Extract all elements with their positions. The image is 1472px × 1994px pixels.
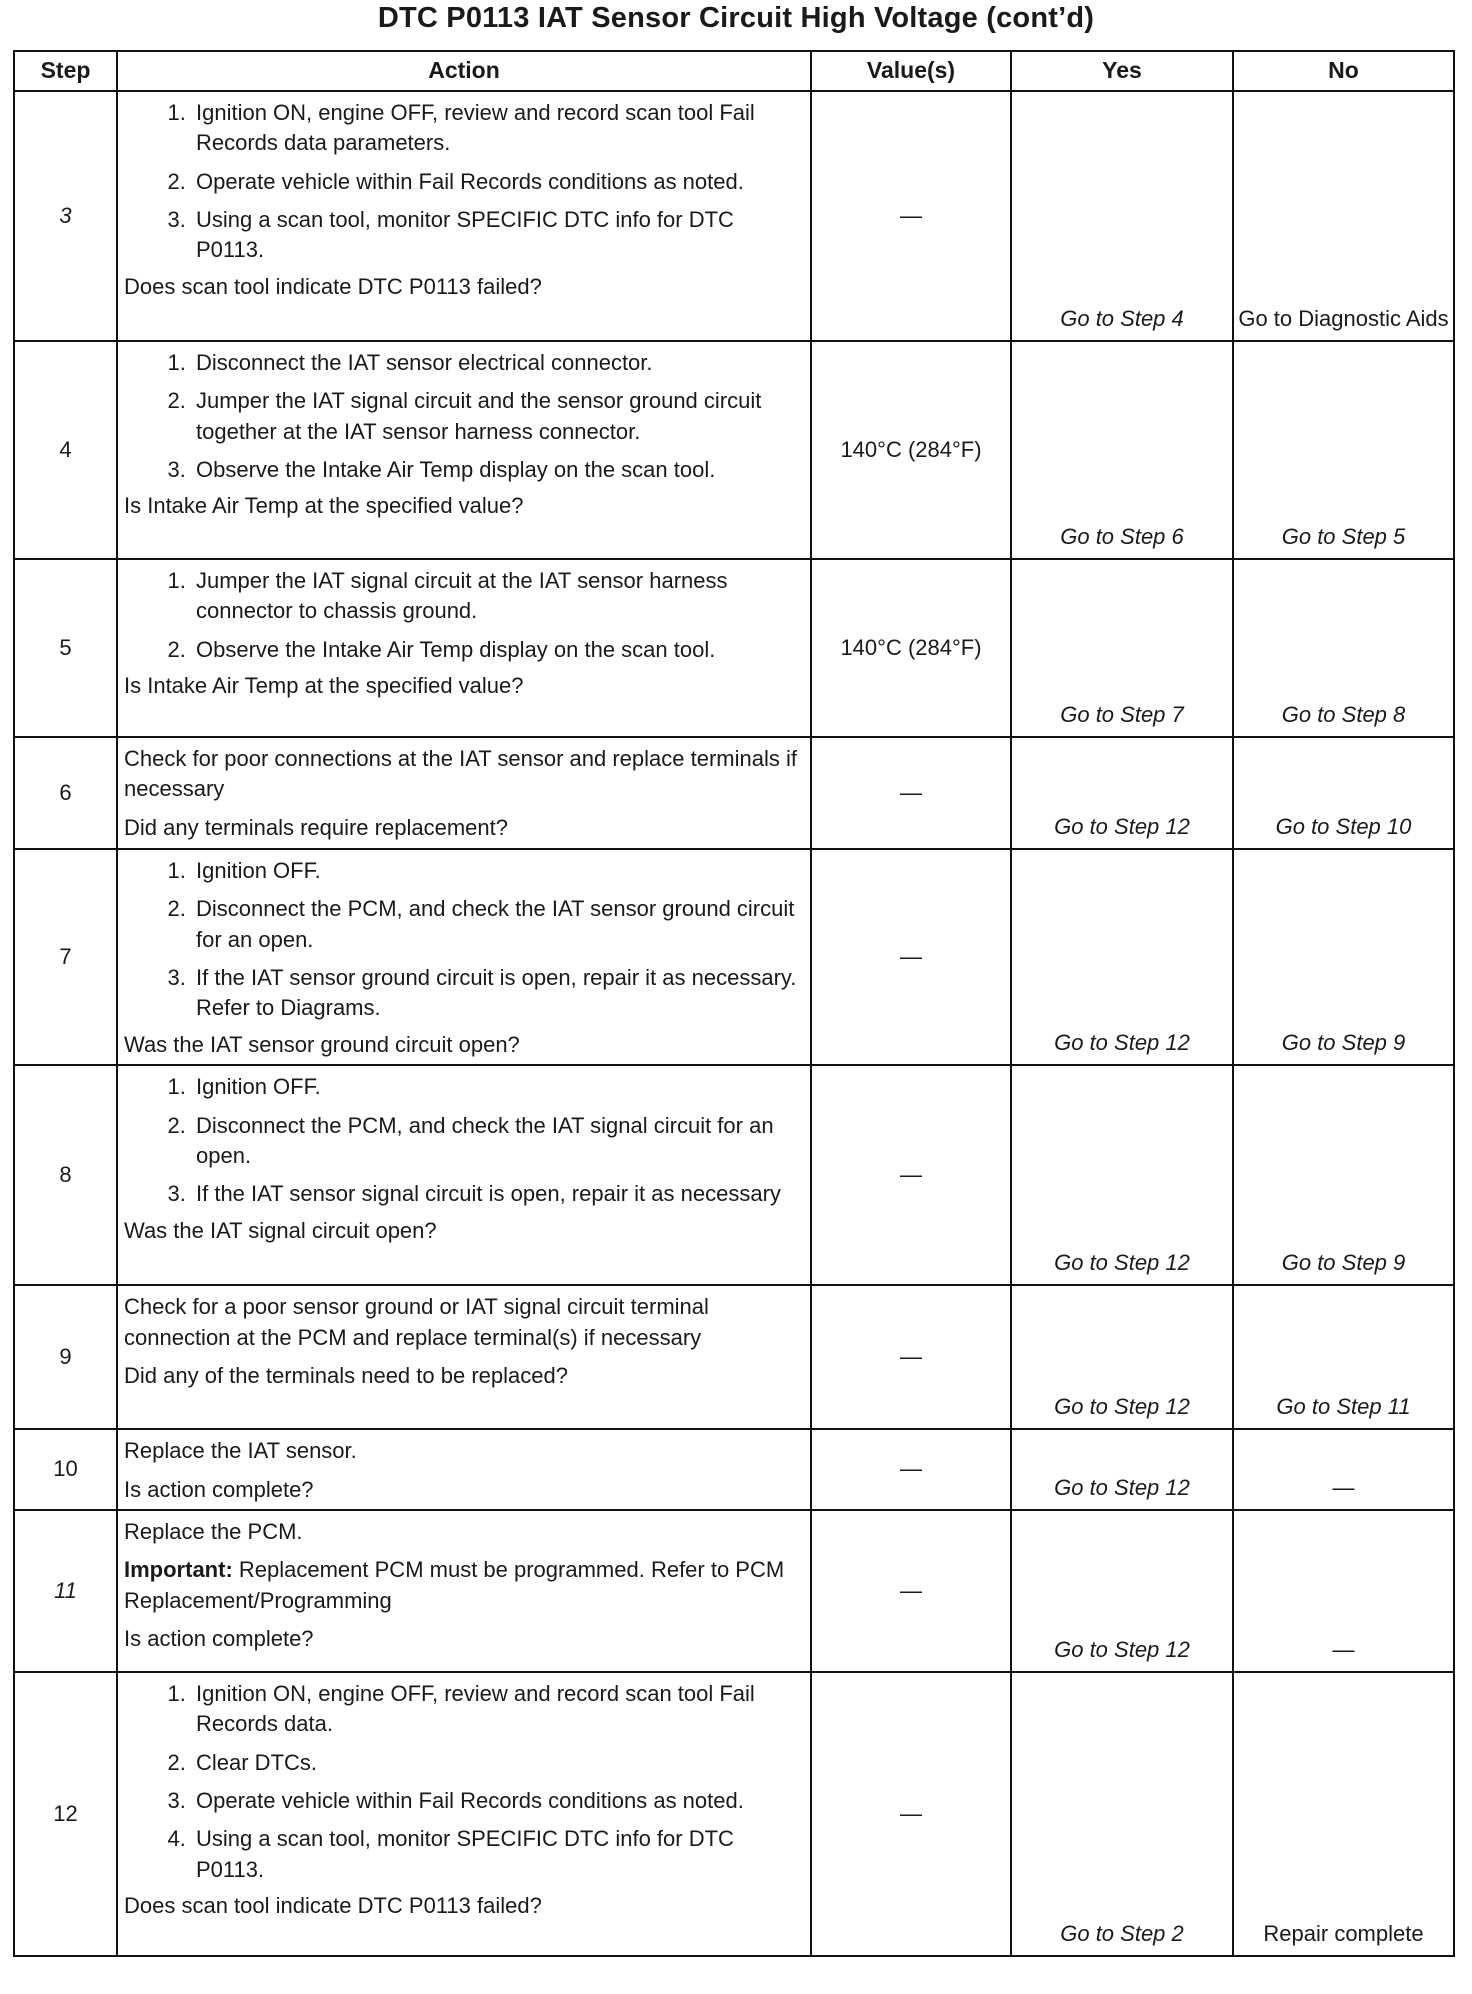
yes-cell: Go to Step 12 — [1011, 1285, 1233, 1429]
action-step: 4. Using a scan tool, monitor SPECIFIC DTC info for DTC P0113. — [192, 1824, 804, 1885]
table-row-step-12 — [14, 1672, 1454, 1956]
action-step: 2. Operate vehicle within Fail Records conditions as noted. — [192, 167, 804, 197]
yes-cell: Go to Step 12 — [1011, 1429, 1233, 1510]
action-steps — [124, 856, 804, 1024]
action-step: 1. Ignition OFF. — [192, 856, 804, 886]
header-row — [14, 51, 1454, 91]
action-question: Was the IAT signal circuit open? — [124, 1217, 437, 1243]
no-cell: Go to Step 11 — [1233, 1285, 1454, 1429]
no-cell: Go to Step 9 — [1233, 849, 1454, 1065]
action-question: Does scan tool indicate DTC P0113 failed? — [124, 1893, 542, 1919]
table-row-step-11 — [14, 1510, 1454, 1672]
header-yes: Yes — [1011, 51, 1233, 91]
step-number: 4 — [14, 341, 117, 559]
action-step: 1. Jumper the IAT signal circuit at the IAT sensor harness connector to chassis ground. — [192, 566, 804, 627]
action-cell — [117, 1672, 811, 1956]
action-question: Did any of the terminals need to be replaced? — [124, 1362, 568, 1388]
yes-cell: Go to Step 2 — [1011, 1672, 1233, 1956]
table-row-step-10 — [14, 1429, 1454, 1510]
table-row-step-5 — [14, 559, 1454, 737]
action-cell — [117, 849, 811, 1065]
action-cell — [117, 559, 811, 737]
action-step: 3. Operate vehicle within Fail Records conditions as noted. — [192, 1786, 804, 1816]
value-cell: — — [811, 737, 1011, 849]
table-row-step-6 — [14, 737, 1454, 849]
action-step: 3. If the IAT sensor signal circuit is open, repair it as necessary — [192, 1179, 804, 1209]
action-step: 2. Clear DTCs. — [192, 1748, 804, 1778]
header-no: No — [1233, 51, 1454, 91]
action-step: 2. Disconnect the PCM, and check the IAT sensor ground circuit for an open. — [192, 894, 804, 955]
page-title: DTC P0113 IAT Sensor Circuit High Voltage (cont’d) — [377, 2, 1095, 34]
action-cell — [117, 91, 811, 341]
step-number: 8 — [14, 1065, 117, 1285]
action-step: 3. If the IAT sensor ground circuit is open, repair it as necessary. Refer to Diagrams. — [192, 963, 804, 1024]
action-steps — [124, 348, 804, 485]
action-step: 3. Using a scan tool, monitor SPECIFIC DTC info for DTC P0113. — [192, 205, 804, 266]
value-cell: 140°C (284°F) — [811, 341, 1011, 559]
action-steps — [124, 1072, 804, 1209]
header-value: Value(s) — [811, 51, 1011, 91]
step-number: 5 — [14, 559, 117, 737]
action-step: 3. Observe the Intake Air Temp display on the scan tool. — [192, 455, 804, 485]
action-cell — [117, 1429, 811, 1510]
yes-cell: Go to Step 7 — [1011, 559, 1233, 737]
action-step: 1. Ignition OFF. — [192, 1072, 804, 1102]
action-question: Is Intake Air Temp at the specified value? — [124, 493, 524, 519]
no-cell: — — [1233, 1510, 1454, 1672]
value-cell: — — [811, 1510, 1011, 1672]
action-cell — [117, 1510, 811, 1672]
no-cell: — — [1233, 1429, 1454, 1510]
action-text: Check for poor connections at the IAT sensor and replace terminals if necessary — [124, 746, 797, 802]
yes-cell: Go to Step 4 — [1011, 91, 1233, 341]
value-cell: — — [811, 1672, 1011, 1956]
no-cell: Go to Diagnostic Aids — [1233, 91, 1454, 341]
action-step: 1. Ignition ON, engine OFF, review and record scan tool Fail Records data parameters. — [192, 98, 804, 159]
diagnostic-table — [13, 50, 1455, 1957]
action-steps — [124, 566, 804, 665]
action-text: Replace the IAT sensor. — [124, 1438, 357, 1464]
value-cell: — — [811, 849, 1011, 1065]
no-cell: Repair complete — [1233, 1672, 1454, 1956]
action-question: Is Intake Air Temp at the specified value? — [124, 673, 524, 699]
action-step: 2. Jumper the IAT signal circuit and the sensor ground circuit together at the IAT sensor harness connector. — [192, 386, 804, 447]
value-cell: — — [811, 1065, 1011, 1285]
important-text: Replacement PCM must be programmed. Refer to PCM Replacement/Programming — [124, 1557, 785, 1613]
action-step: 1. Ignition ON, engine OFF, review and record scan tool Fail Records data. — [192, 1679, 804, 1740]
no-cell: Go to Step 8 — [1233, 559, 1454, 737]
action-steps — [124, 1679, 804, 1885]
step-number: 7 — [14, 849, 117, 1065]
step-number: 10 — [14, 1429, 117, 1510]
value-cell: — — [811, 1429, 1011, 1510]
step-number: 12 — [14, 1672, 117, 1956]
yes-cell: Go to Step 12 — [1011, 737, 1233, 849]
no-cell: Go to Step 9 — [1233, 1065, 1454, 1285]
table-row-step-3 — [14, 91, 1454, 341]
action-text: Replace the PCM. — [124, 1518, 303, 1544]
action-question: Was the IAT sensor ground circuit open? — [124, 1031, 520, 1057]
action-cell — [117, 1065, 811, 1285]
value-cell: 140°C (284°F) — [811, 559, 1011, 737]
action-text: Check for a poor sensor ground or IAT signal circuit terminal connection at the PCM and replace terminal(s) if necessary — [124, 1294, 709, 1350]
header-step: Step — [14, 51, 117, 91]
table-row-step-9 — [14, 1285, 1454, 1429]
action-question: Does scan tool indicate DTC P0113 failed? — [124, 273, 542, 299]
action-cell — [117, 341, 811, 559]
step-number: 11 — [14, 1510, 117, 1672]
action-question: Did any terminals require replacement? — [124, 814, 508, 840]
action-cell — [117, 737, 811, 849]
table-row-step-7 — [14, 849, 1454, 1065]
action-step: 2. Disconnect the PCM, and check the IAT signal circuit for an open. — [192, 1111, 804, 1172]
step-number: 9 — [14, 1285, 117, 1429]
step-number: 6 — [14, 737, 117, 849]
step-number: 3 — [14, 91, 117, 341]
no-cell: Go to Step 10 — [1233, 737, 1454, 849]
value-cell: — — [811, 91, 1011, 341]
important-label: Important: — [124, 1557, 233, 1583]
no-cell: Go to Step 5 — [1233, 341, 1454, 559]
action-steps — [124, 98, 804, 266]
action-step: 2. Observe the Intake Air Temp display on the scan tool. — [192, 635, 804, 665]
header-action: Action — [117, 51, 811, 91]
yes-cell: Go to Step 6 — [1011, 341, 1233, 559]
action-cell — [117, 1285, 811, 1429]
value-cell: — — [811, 1285, 1011, 1429]
action-step: 1. Disconnect the IAT sensor electrical connector. — [192, 348, 804, 378]
yes-cell: Go to Step 12 — [1011, 1510, 1233, 1672]
yes-cell: Go to Step 12 — [1011, 1065, 1233, 1285]
important-note — [124, 1555, 804, 1616]
yes-cell: Go to Step 12 — [1011, 849, 1233, 1065]
table-row-step-4 — [14, 341, 1454, 559]
action-question: Is action complete? — [124, 1476, 314, 1502]
action-question: Is action complete? — [124, 1625, 314, 1651]
table-row-step-8 — [14, 1065, 1454, 1285]
